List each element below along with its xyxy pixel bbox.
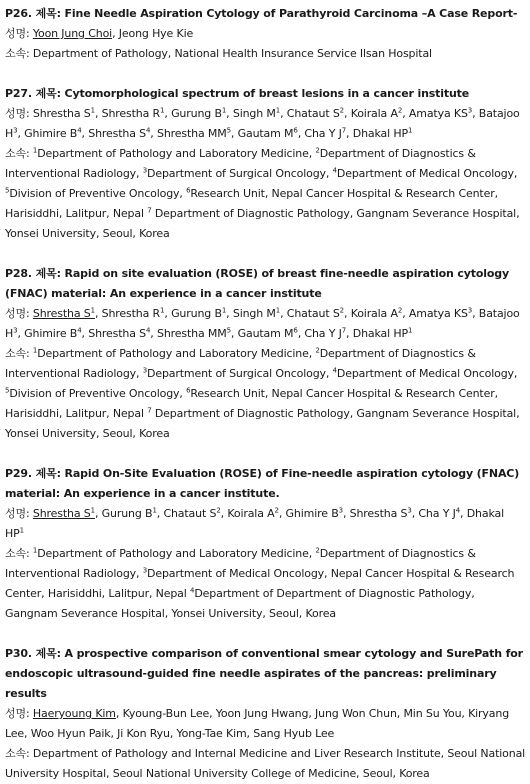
affiliation-text: Department of Pathology, National Health Insurance Service Ilsan Hospital	[32, 47, 432, 60]
authors-line	[5, 704, 526, 744]
author	[102, 507, 157, 520]
affiliation-number: 4	[77, 326, 82, 335]
author-name: Gurung B	[171, 307, 222, 320]
affiliation-number: 4	[145, 326, 151, 335]
author-name: Dhakal HP	[5, 507, 504, 540]
author	[33, 507, 95, 520]
affiliation-number: 3	[13, 326, 18, 335]
author	[418, 507, 460, 520]
author-name: Cha Y J	[304, 327, 342, 340]
affiliation-number: 2	[274, 506, 279, 515]
author-name: Chataut S	[163, 507, 217, 520]
affiliation-number: 7	[341, 126, 347, 135]
title-label: 제목:	[35, 87, 61, 100]
title-text: Fine Needle Aspiration Cytology of Parathyroid Carcinoma –A Case Report-	[64, 7, 518, 20]
authors-line	[5, 504, 526, 544]
title-text: Cytomorphological spectrum of breast lesions in a cancer institute	[64, 87, 470, 100]
affiliation-number: 3	[142, 366, 148, 375]
author	[304, 127, 346, 140]
affiliation-number: 1	[90, 106, 95, 115]
affiliation-number: 2	[315, 346, 320, 355]
affiliation-number: 5	[226, 126, 231, 135]
author	[353, 327, 413, 340]
affiliation-list	[5, 147, 519, 240]
author	[88, 127, 150, 140]
affiliation-text: Department of Diagnostic Pathology, Gangnam Severance Hospital, Yonsei University, Seoul, Korea	[5, 207, 520, 240]
affiliation-number: 1	[221, 306, 227, 315]
affiliation-number: 1	[152, 506, 157, 515]
affiliation-text: Department of Surgical Oncology,	[147, 167, 333, 180]
author-name: Ghimire B	[24, 327, 78, 340]
abstract-title	[5, 644, 526, 704]
affiliation-line	[5, 744, 526, 784]
author	[88, 327, 150, 340]
affiliation-number: 3	[338, 506, 343, 515]
author-name: Shrestha S	[88, 327, 146, 340]
authors-label: 성명:	[5, 507, 30, 520]
author	[33, 107, 95, 120]
author-name: Batajoo H	[5, 107, 520, 140]
author	[351, 107, 403, 120]
affiliation-label: 소속:	[5, 47, 30, 60]
author	[157, 127, 231, 140]
author-name: Amatya KS	[408, 107, 468, 120]
affiliation-number: 1	[32, 346, 38, 355]
affiliation-number: 2	[397, 306, 403, 315]
affiliation-number: 1	[32, 546, 38, 555]
title-label: 제목:	[35, 467, 61, 480]
author-name: Shrestha R	[101, 107, 161, 120]
affiliation-number: 1	[90, 506, 95, 515]
authors-label: 성명:	[5, 707, 30, 720]
author-name: Koirala A	[227, 507, 275, 520]
author-name: Shrestha MM	[157, 127, 227, 140]
presenter-name: Haeryoung Kim	[32, 707, 116, 720]
authors-line	[5, 24, 526, 44]
author-name: Ghimire B	[24, 127, 78, 140]
affiliation-text: Research Unit, Nepal Cancer Hospital & Research Center, Harisiddhi, Lalitpur, Nepal	[5, 187, 498, 220]
affiliation-label: 소속:	[5, 147, 30, 160]
author-name: Shrestha MM	[157, 327, 227, 340]
author	[171, 107, 226, 120]
title-label: 제목:	[35, 647, 61, 660]
author	[304, 327, 346, 340]
abstract-entry-p27	[5, 84, 526, 244]
abstract-entry-p30	[5, 644, 526, 784]
affiliation-number: 4	[332, 366, 337, 375]
author-name: Gautam M	[237, 127, 294, 140]
authors-list: Shrestha $S^1$, Shrestha $R^1$, Gurung $B^1$, Singh $M^1$, Chataut $S^2$, Koirala $A^2$, Amatya $KS^3$, Batajoo $H^3$, Ghimire $B^4$, Shrestha $S^4$, Shrestha $MM^5$, Gautam $M^6$, Cha Y $J^7$, Dhakal $HP^1$	[5, 106, 520, 140]
affiliation-text: Department of Pathology and Laboratory Medicine,	[37, 147, 316, 160]
abstract-code: P26.	[5, 7, 32, 20]
author-name: Koirala A	[350, 307, 398, 320]
affiliation-label: 소속:	[5, 747, 30, 760]
affiliation-number: 1	[275, 106, 281, 115]
affiliation-number: 7	[147, 406, 152, 415]
affiliation-number: 3	[142, 566, 148, 575]
affiliation-line	[5, 344, 526, 444]
affiliation-number: 4	[332, 166, 337, 175]
abstract-code: P28.	[5, 267, 32, 280]
author-name: Gurung B	[171, 107, 222, 120]
authors-list: Shrestha $S^1$, Shrestha $R^1$, Gurung $B^1$, Singh $M^1$, Chataut $S^2$, Koirala $A^2$, Amatya $KS^3$, Batajoo $H^3$, Ghimire $B^4$, Shrestha $S^4$, Shrestha $MM^5$, Gautam $M^6$, Cha Y $J^7$, Dhakal $HP^1$	[5, 306, 520, 340]
author	[238, 327, 298, 340]
affiliation-list	[5, 547, 514, 620]
affiliation-text: Department of Pathology and Laboratory Medicine,	[37, 547, 316, 560]
abstract-code: P29.	[5, 467, 32, 480]
author-name: Shrestha S	[32, 307, 91, 320]
author	[227, 507, 279, 520]
author	[102, 107, 165, 120]
author	[351, 307, 403, 320]
affiliation-number: 4	[190, 586, 195, 595]
affiliation-text: Department of Medical Oncology,	[336, 167, 518, 180]
affiliation-number: 1	[407, 126, 413, 135]
abstract-code: P27.	[5, 87, 32, 100]
affiliation-number: 2	[339, 106, 344, 115]
affiliation-number: 1	[19, 526, 24, 535]
authors-list: Shrestha $S^1$, Gurung $B^1$, Chataut $S^2$, Koirala $A^2$, Ghimire $B^3$, Shrestha $S^3$, Cha Y $J^4$, Dhakal $HP^1$	[5, 506, 504, 540]
author	[233, 307, 280, 320]
affiliation-text: Department of Pathology and Laboratory Medicine,	[37, 347, 316, 360]
affiliation-number: 5	[226, 326, 231, 335]
affiliation-label: 소속:	[5, 347, 30, 360]
affiliation-number: 1	[160, 306, 165, 315]
author	[409, 107, 472, 120]
affiliation-text: Department of Diagnostics & Interventional Radiology,	[5, 147, 476, 180]
affiliation-number: 3	[13, 126, 18, 135]
author-name: Shrestha S	[88, 127, 146, 140]
author-name: Chataut S	[286, 107, 340, 120]
author-name: Shrestha R	[101, 307, 161, 320]
affiliation-number: 2	[339, 306, 344, 315]
author	[350, 507, 412, 520]
author	[33, 307, 95, 320]
abstract-entry-p26	[5, 4, 526, 64]
authors-line	[5, 104, 526, 144]
authors-line	[5, 304, 526, 344]
affiliation-number: 1	[221, 106, 227, 115]
affiliation-number: 3	[142, 166, 148, 175]
affiliation-number: 3	[407, 506, 412, 515]
affiliation-number: 7	[147, 206, 152, 215]
affiliation-number: 1	[407, 326, 413, 335]
abstract-title	[5, 264, 526, 304]
affiliation-line	[5, 144, 526, 244]
affiliation-list	[5, 347, 519, 440]
affiliation-number: 3	[467, 306, 473, 315]
affiliation-number: 2	[315, 146, 320, 155]
affiliation-number: 6	[293, 126, 298, 135]
affiliation-line	[5, 44, 526, 64]
affiliation-number: 2	[397, 106, 403, 115]
author-name: Shrestha S	[349, 507, 408, 520]
author	[409, 307, 472, 320]
affiliation-number: 2	[315, 546, 320, 555]
affiliation-number: 7	[341, 326, 347, 335]
affiliation-number: 4	[455, 506, 461, 515]
authors-text: , Jeong Hye Kie	[112, 27, 194, 40]
author	[286, 507, 343, 520]
author	[102, 307, 165, 320]
author	[171, 307, 226, 320]
author-name: Koirala A	[350, 107, 398, 120]
author-name: Singh M	[232, 307, 276, 320]
author-name: Gautam M	[237, 327, 294, 340]
affiliation-number: 1	[32, 146, 38, 155]
authors-label: 성명:	[5, 107, 30, 120]
affiliation-text: Division of Preventive Oncology,	[9, 387, 187, 400]
affiliation-label: 소속:	[5, 547, 30, 560]
author	[163, 507, 220, 520]
authors-text: , Kyoung-Bun Lee, Yoon Jung Hwang, Jung Won Chun, Min Su You, Kiryang Lee, Woo Hyun Paik, Ji Kon Ryu, Yong-Tae Kim, Sang Hyub Lee	[5, 707, 510, 740]
title-text: Rapid On-Site Evaluation (ROSE) of Fine-needle aspiration cytology (FNAC) material: An experience in a cancer institute.	[5, 467, 520, 500]
affiliation-text: Department of Surgical Oncology,	[147, 367, 333, 380]
affiliation-text: Department of Diagnostics & Interventional Radiology,	[5, 547, 476, 580]
abstract-title	[5, 464, 526, 504]
author	[287, 307, 344, 320]
affiliation-text: Department of Department of Diagnostic Pathology, Gangnam Severance Hospital, Yonsei University, Seoul, Korea	[5, 587, 475, 620]
author-name: Cha Y J	[418, 507, 456, 520]
affiliation-number: 6	[186, 186, 191, 195]
presenter-name: Yoon Jung Choi	[32, 27, 113, 40]
affiliation-number: 4	[145, 126, 151, 135]
title-text: Rapid on site evaluation (ROSE) of breast fine-needle aspiration cytology (FNAC) material: An experience in a cancer institute	[5, 267, 510, 300]
author-name: Gurung B	[101, 507, 153, 520]
author	[24, 327, 81, 340]
title-label: 제목:	[35, 7, 61, 20]
affiliation-number: 5	[5, 186, 10, 195]
author	[157, 327, 231, 340]
author-name: Dhakal HP	[352, 127, 408, 140]
affiliation-number: 1	[275, 306, 281, 315]
affiliation-text: Department of Pathology and Internal Medicine and Liver Research Institute, Seoul National University Hospital, Seoul National University College of Medicine, Seoul, Korea	[5, 747, 526, 780]
affiliation-number: 3	[467, 106, 473, 115]
author-name: Chataut S	[286, 307, 340, 320]
affiliation-line	[5, 544, 526, 624]
authors-label: 성명:	[5, 27, 30, 40]
author-name: Shrestha S	[32, 107, 91, 120]
affiliation-number: 6	[293, 326, 298, 335]
abstract-entry-p29	[5, 464, 526, 624]
affiliation-text: Department of Diagnostics & Interventional Radiology,	[5, 347, 476, 380]
author	[353, 127, 413, 140]
affiliation-number: 1	[90, 306, 95, 315]
affiliation-text: Department of Diagnostic Pathology, Gangnam Severance Hospital, Yonsei University, Seoul, Korea	[5, 407, 520, 440]
author-name: Ghimire B	[285, 507, 339, 520]
affiliation-text: Department of Medical Oncology,	[336, 367, 518, 380]
author-name: Dhakal HP	[352, 327, 408, 340]
affiliation-number: 6	[186, 386, 191, 395]
affiliation-text: Research Unit, Nepal Cancer Hospital & Research Center, Harisiddhi, Lalitpur, Nepal	[5, 387, 498, 420]
author	[24, 127, 81, 140]
affiliation-text: Department of Medical Oncology, Nepal Cancer Hospital & Research Center, Harisiddhi, Lalitpur, Nepal	[5, 567, 515, 600]
affiliation-number: 4	[77, 126, 82, 135]
affiliation-number: 2	[216, 506, 221, 515]
abstract-title	[5, 84, 526, 104]
title-label: 제목:	[35, 267, 61, 280]
author	[233, 107, 280, 120]
affiliation-number: 5	[5, 386, 10, 395]
author	[287, 107, 344, 120]
author-name: Batajoo H	[5, 307, 520, 340]
author-name: Singh M	[232, 107, 276, 120]
affiliation-text: Division of Preventive Oncology,	[9, 187, 187, 200]
abstract-entry-p28	[5, 264, 526, 444]
affiliation-number: 1	[160, 106, 165, 115]
abstract-code: P30.	[5, 647, 32, 660]
abstract-title	[5, 4, 526, 24]
author-name: Amatya KS	[408, 307, 468, 320]
title-text: A prospective comparison of conventional smear cytology and SurePath for endoscopic ultrasound-guided fine needle aspirates of the pancreas: preliminary results	[5, 647, 523, 700]
author-name: Cha Y J	[304, 127, 342, 140]
authors-label: 성명:	[5, 307, 30, 320]
author	[238, 127, 298, 140]
author-name: Shrestha S	[32, 507, 91, 520]
